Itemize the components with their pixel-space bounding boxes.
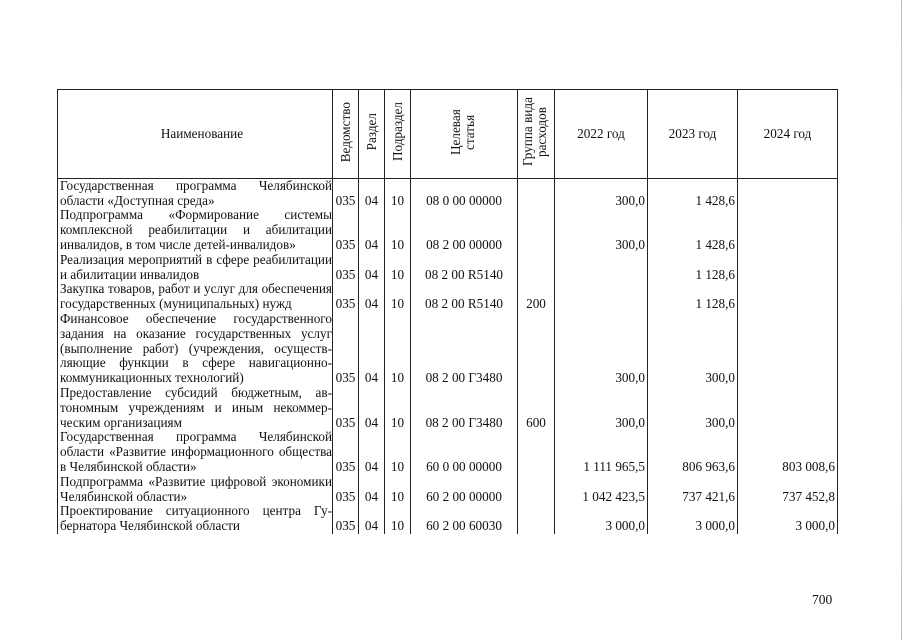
table-row [58, 208, 838, 252]
cell-2023: 1 428,6 [648, 208, 738, 252]
cell-target-item: 60 2 00 00000 [411, 475, 518, 505]
cell-2024 [738, 208, 838, 252]
header-subsection: Подраздел [385, 90, 411, 179]
cell-department: 035 [333, 430, 359, 474]
cell-2023: 806 963,6 [648, 430, 738, 474]
cell-2024 [738, 253, 838, 283]
cell-2022 [555, 253, 648, 283]
cell-target-item: 60 0 00 00000 [411, 430, 518, 474]
cell-section: 04 [359, 475, 385, 505]
cell-section: 04 [359, 386, 385, 430]
cell-subsection: 10 [385, 475, 411, 505]
cell-section: 04 [359, 430, 385, 474]
cell-department: 035 [333, 386, 359, 430]
cell-2022: 1 042 423,5 [555, 475, 648, 505]
cell-name: Закупка товаров, работ и услуг для обеспечения государственных (муниципальных) нужд [58, 282, 333, 312]
cell-target-item: 60 2 00 60030 [411, 504, 518, 534]
table-row [58, 475, 838, 505]
cell-expense-group [518, 178, 555, 208]
cell-department: 035 [333, 208, 359, 252]
cell-2022: 300,0 [555, 312, 648, 386]
cell-2024 [738, 282, 838, 312]
cell-expense-group [518, 430, 555, 474]
cell-name: Финансовое обеспечение государственного задания на оказание государственных услуг (выполнение работ) (учреждения, осуществляющие функции в сфере навигационно-коммуникационных технологий) [58, 312, 333, 386]
header-year-2022: 2022 год [555, 90, 648, 179]
cell-expense-group: 600 [518, 386, 555, 430]
header-target-item: Целевая статья [411, 90, 518, 179]
table-row [58, 312, 838, 386]
cell-2024 [738, 386, 838, 430]
header-year-2023: 2023 год [648, 90, 738, 179]
cell-target-item: 08 2 00 00000 [411, 208, 518, 252]
cell-name: Подпрограмма «Формирование системы комплексной реабилитации и абилитации инвалидов, в том числе детей-инвалидов» [58, 208, 333, 252]
header-year-2024: 2024 год [738, 90, 838, 179]
cell-expense-group [518, 312, 555, 386]
header-section: Раздел [359, 90, 385, 179]
cell-department: 035 [333, 282, 359, 312]
cell-target-item: 08 2 00 R5140 [411, 282, 518, 312]
budget-table [57, 89, 838, 534]
cell-2022: 300,0 [555, 208, 648, 252]
cell-2022: 300,0 [555, 386, 648, 430]
table-row [58, 386, 838, 430]
cell-2022: 3 000,0 [555, 504, 648, 534]
cell-section: 04 [359, 178, 385, 208]
cell-target-item: 08 2 00 Г3480 [411, 312, 518, 386]
cell-name: Предоставление субсидий бюджетным, автономным учреждениям и иным некоммерческим организациям [58, 386, 333, 430]
cell-2024 [738, 312, 838, 386]
cell-name: Подпрограмма «Развитие цифровой экономики Челябинской области» [58, 475, 333, 505]
scan-edge-line [901, 0, 902, 640]
cell-2024: 3 000,0 [738, 504, 838, 534]
header-expense-group: Группа вида расходов [518, 90, 555, 179]
cell-department: 035 [333, 312, 359, 386]
cell-2024: 803 008,6 [738, 430, 838, 474]
cell-2023: 300,0 [648, 386, 738, 430]
cell-2022 [555, 282, 648, 312]
cell-target-item: 08 2 00 Г3480 [411, 386, 518, 430]
cell-2022: 300,0 [555, 178, 648, 208]
cell-subsection: 10 [385, 312, 411, 386]
cell-section: 04 [359, 253, 385, 283]
table-header-row [58, 90, 838, 179]
cell-2023: 3 000,0 [648, 504, 738, 534]
cell-subsection: 10 [385, 208, 411, 252]
cell-section: 04 [359, 208, 385, 252]
cell-subsection: 10 [385, 504, 411, 534]
cell-subsection: 10 [385, 253, 411, 283]
table-row [58, 253, 838, 283]
cell-name: Государственная программа Челябинской области «Развитие информационного общества в Челябинской области» [58, 430, 333, 474]
cell-name: Реализация мероприятий в сфере реабилитации и абилитации инвалидов [58, 253, 333, 283]
header-name: Наименование [58, 90, 333, 179]
cell-department: 035 [333, 253, 359, 283]
table-row [58, 504, 838, 534]
cell-name: Проектирование ситуационного центра Губернатора Челябинской области [58, 504, 333, 534]
cell-department: 035 [333, 475, 359, 505]
cell-section: 04 [359, 282, 385, 312]
cell-name: Государственная программа Челябинской области «Доступная среда» [58, 178, 333, 208]
cell-2023: 1 428,6 [648, 178, 738, 208]
cell-2024 [738, 178, 838, 208]
cell-expense-group: 200 [518, 282, 555, 312]
cell-2023: 1 128,6 [648, 282, 738, 312]
cell-expense-group [518, 208, 555, 252]
cell-2023: 300,0 [648, 312, 738, 386]
cell-department: 035 [333, 504, 359, 534]
cell-2023: 1 128,6 [648, 253, 738, 283]
cell-expense-group [518, 504, 555, 534]
cell-2023: 737 421,6 [648, 475, 738, 505]
table-row [58, 282, 838, 312]
cell-section: 04 [359, 312, 385, 386]
cell-subsection: 10 [385, 178, 411, 208]
cell-subsection: 10 [385, 386, 411, 430]
cell-2022: 1 111 965,5 [555, 430, 648, 474]
cell-department: 035 [333, 178, 359, 208]
cell-target-item: 08 0 00 00000 [411, 178, 518, 208]
table-row [58, 178, 838, 208]
table-row [58, 430, 838, 474]
page-number: 700 [812, 592, 833, 607]
cell-subsection: 10 [385, 282, 411, 312]
header-department: Ведомство [333, 90, 359, 179]
cell-target-item: 08 2 00 R5140 [411, 253, 518, 283]
cell-expense-group [518, 253, 555, 283]
cell-2024: 737 452,8 [738, 475, 838, 505]
cell-expense-group [518, 475, 555, 505]
cell-subsection: 10 [385, 430, 411, 474]
cell-section: 04 [359, 504, 385, 534]
